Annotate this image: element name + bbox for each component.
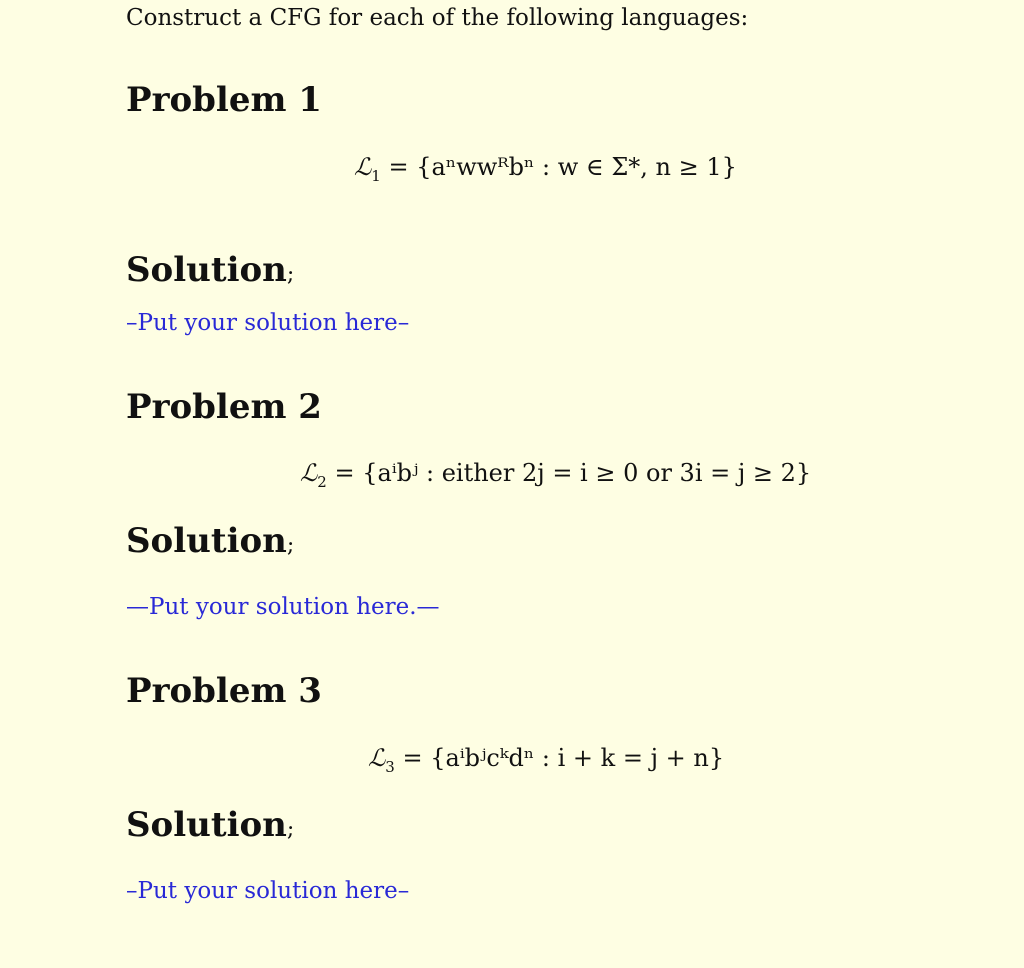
language-index: 1 (371, 166, 381, 185)
language-set: {aⁱbʲ : either 2j = i ≥ 0 or 3i = j ≥ 2} (362, 459, 812, 487)
language-symbol: ℒ (368, 744, 386, 772)
language-set: {aⁱbʲcᵏdⁿ : i + k = j + n} (430, 744, 725, 772)
problem-1-language: ℒ$_1$ = {aⁿwwᴿbⁿ : w ∈ Σ*, n ≥ 1} (354, 153, 737, 185)
language-symbol: ℒ (354, 153, 372, 181)
solution-label: Solution (126, 805, 287, 845)
problem-2-heading: Problem 2 (126, 387, 322, 427)
problem-2-answer[interactable]: —Put your solution here.— (126, 594, 440, 620)
solution-label: Solution (126, 250, 287, 290)
intro-text: Construct a CFG for each of the following languages: (126, 5, 749, 31)
solution-label: Solution (126, 521, 287, 561)
language-symbol: ℒ (300, 459, 318, 487)
problem-3-language: ℒ$_3$ = {aⁱbʲcᵏdⁿ : i + k = j + n} (368, 744, 725, 776)
language-index: 2 (317, 472, 327, 491)
solution-punct: ; (286, 817, 295, 842)
solution-punct: ; (286, 533, 295, 558)
problem-1-solution-heading (126, 250, 294, 295)
problem-2-solution-heading (126, 521, 294, 566)
language-set: {aⁿwwᴿbⁿ : w ∈ Σ*, n ≥ 1} (416, 153, 737, 181)
problem-3-solution-heading (126, 805, 294, 850)
language-index: 3 (385, 757, 395, 776)
problem-3-heading: Problem 3 (126, 671, 322, 711)
problem-1-answer[interactable]: –Put your solution here– (126, 310, 410, 336)
problem-1-heading: Problem 1 (126, 80, 322, 120)
problem-3-answer[interactable]: –Put your solution here– (126, 878, 410, 904)
problem-2-language: ℒ$_2$ = {aⁱbʲ : either 2j = i ≥ 0 or 3i = j ≥ 2} (300, 459, 812, 491)
solution-punct: ; (286, 262, 295, 287)
